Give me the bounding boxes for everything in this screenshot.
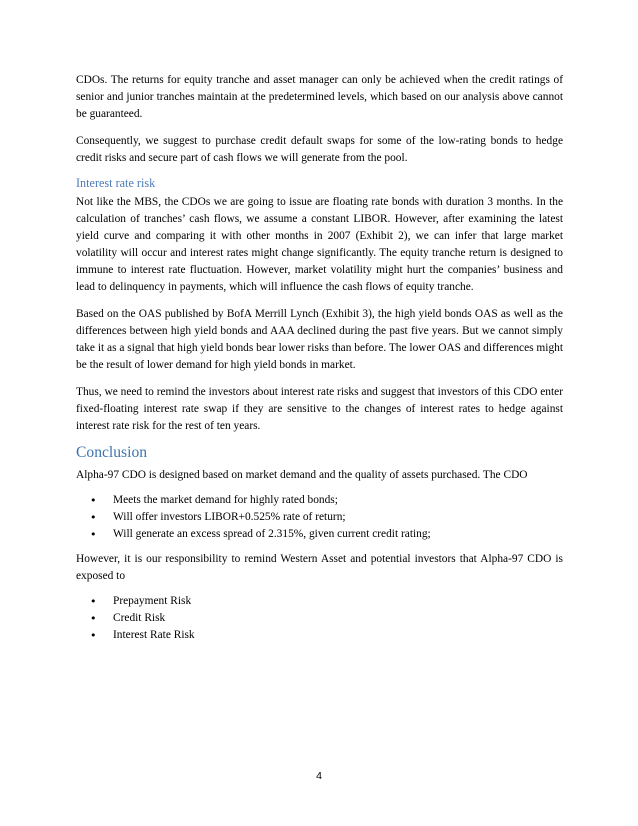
list-item-text: Interest Rate Risk [113,629,195,641]
paragraph-conclusion-risks: However, it is our responsibility to remind Western Asset and potential investors that Alpha-97 CDO is exposed to [76,553,563,582]
bullet-icon: • [90,629,97,642]
list-item [76,593,563,610]
paragraph-cdo-returns: CDOs. The returns for equity tranche and asset manager can only be achieved when the credit ratings of senior and junior tranches maintain at the predetermined levels, which based on our analysis above cannot be guaranteed. [76,74,563,120]
heading-conclusion: Conclusion [76,444,148,461]
list-item [76,610,563,627]
bullet-list-cdo-features [76,492,563,543]
page-content [76,72,563,650]
paragraph-floating-rate: Not like the MBS, the CDOs we are going to issue are floating rate bonds with duration 3 months. In the calculation of tranches’ cash flows, we assume a constant LIBOR. However, after examining the latest yield curve and comparing it with other months in 2007 (Exhibit 2), we can infer that large market volatility will occur and interest rates might change significantly. The equity tranche return is designed to immune to interest rate fluctuation. However, market volatility might hurt the companies’ business and lead to delinquency in payments, which will influence the cash flows of equity tranche. [76,196,563,293]
list-item [76,509,563,526]
list-item [76,492,563,509]
paragraph-conclusion-intro: Alpha-97 CDO is designed based on market demand and the quality of assets purchased. The CDO [76,469,528,481]
bullet-icon: • [90,612,97,625]
list-item-text: Will generate an excess spread of 2.315%, given current credit rating; [113,528,431,540]
list-item-text: Will offer investors LIBOR+0.525% rate of return; [113,511,346,523]
list-item-text: Meets the market demand for highly rated bonds; [113,494,338,506]
list-item [76,526,563,543]
heading-interest-rate-risk: Interest rate risk [76,176,156,190]
paragraph-credit-default-swaps: Consequently, we suggest to purchase credit default swaps for some of the low-rating bonds to hedge credit risks and secure part of cash flows we will generate from the pool. [76,135,563,164]
list-item [76,627,563,644]
bullet-list-risks [76,593,563,644]
list-item-text: Credit Risk [113,612,166,624]
bullet-icon: • [90,595,97,608]
paragraph-oas: Based on the OAS published by BofA Merrill Lynch (Exhibit 3), the high yield bonds OAS as well as the differences between high yield bonds and AAA declined during the past five years. But we cannot simply take it as a signal that high yield bonds bear lower risks than before. The lower OAS and differences might be the result of lower demand for high yield bonds in market. [76,308,563,371]
paragraph-interest-swap: Thus, we need to remind the investors about interest rate risks and suggest that investors of this CDO enter fixed-floating interest rate swap if they are sensitive to the changes of interest rates to hedge against interest rate risk for the rest of ten years. [76,386,563,432]
bullet-icon: • [90,494,97,507]
page-number: 4 [316,770,322,782]
list-item-text: Prepayment Risk [113,595,192,607]
bullet-icon: • [90,511,97,524]
bullet-icon: • [90,528,97,541]
